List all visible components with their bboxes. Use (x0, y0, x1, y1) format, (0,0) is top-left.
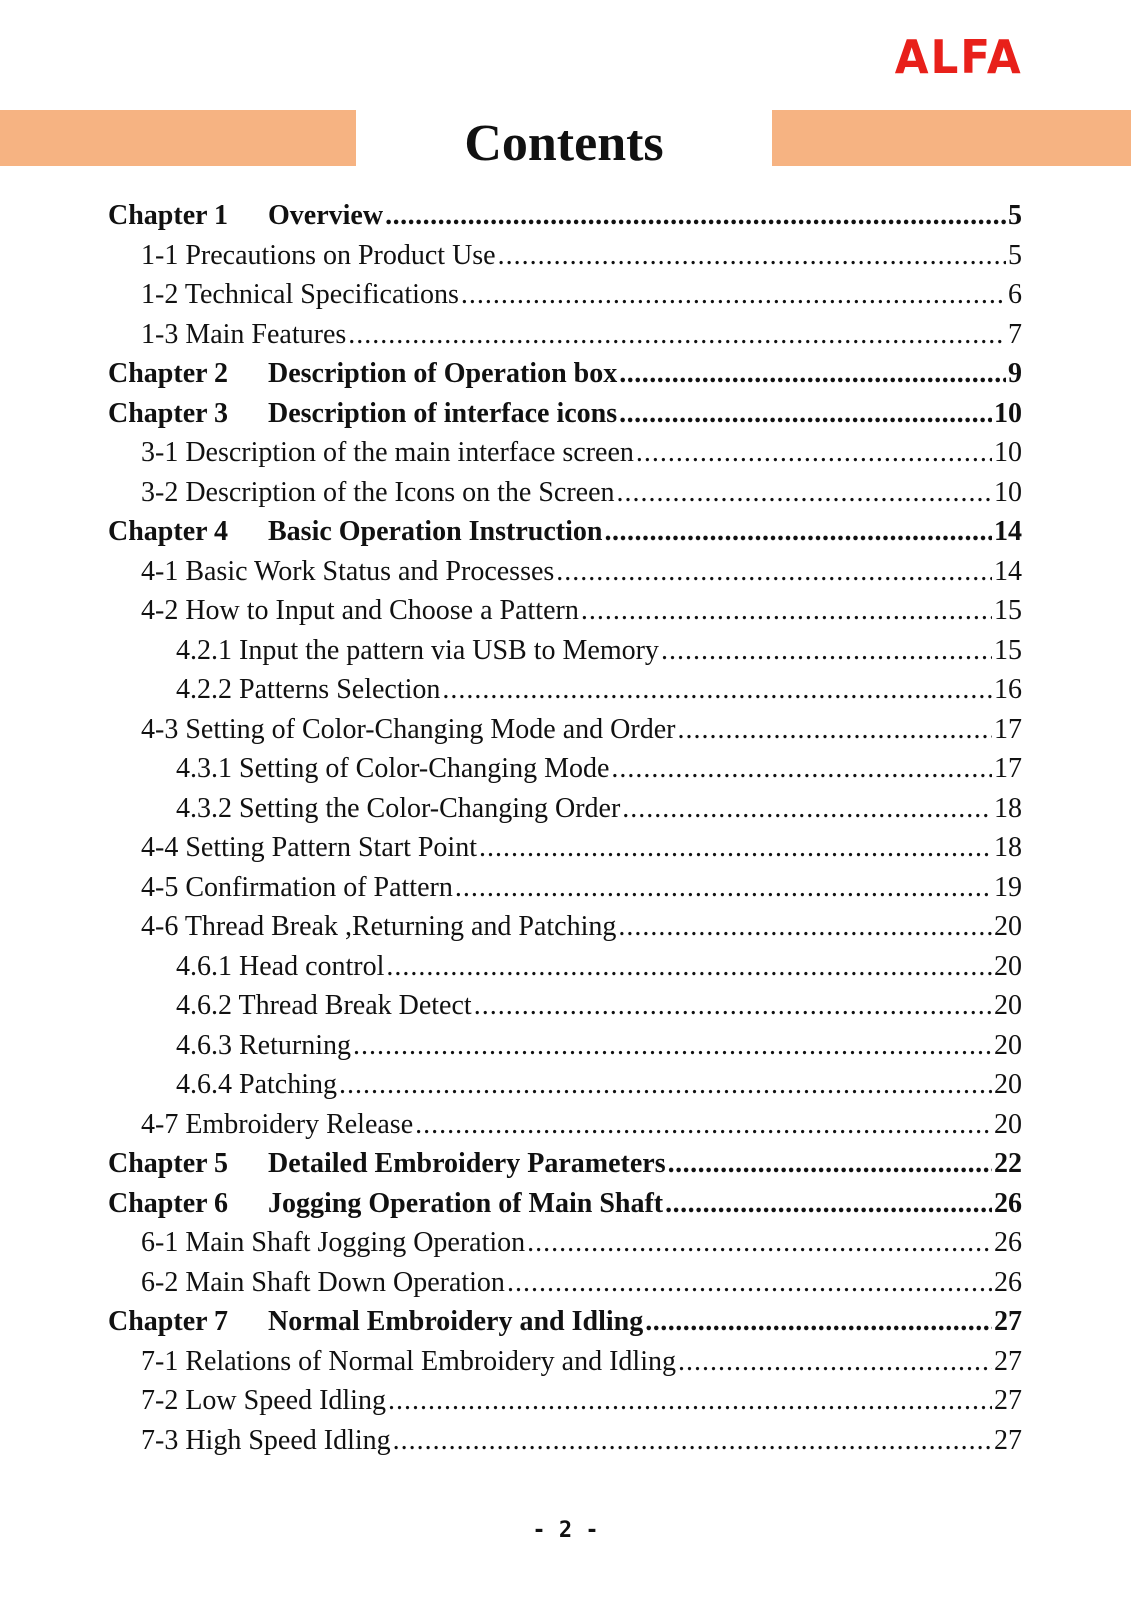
toc-entry-title: 6-2 Main Shaft Down Operation (141, 1266, 505, 1298)
toc-dot-leader (348, 315, 1006, 355)
toc-section-entry[interactable] (108, 1421, 1022, 1461)
toc-chapter-entry[interactable] (108, 196, 1022, 236)
toc-entry-title: 4-6 Thread Break ,Returning and Patching (141, 911, 617, 942)
toc-dot-leader (619, 354, 1006, 394)
toc-page-number: 26 (994, 1187, 1022, 1219)
toc-entry-title: 4.2.1 Input the pattern via USB to Memory (176, 634, 659, 666)
toc-dot-leader (556, 552, 992, 592)
toc-section-entry[interactable] (108, 789, 1022, 829)
toc-chapter-number: Chapter 1 (108, 200, 229, 231)
toc-dot-leader (388, 1381, 992, 1421)
toc-page-number: 19 (994, 871, 1022, 903)
toc-section-entry[interactable] (108, 1105, 1022, 1145)
toc-page-number: 6 (1008, 279, 1022, 310)
toc-page-number: 7 (1008, 318, 1022, 350)
toc-section-entry[interactable] (108, 710, 1022, 750)
toc-page-number: 10 (994, 397, 1022, 429)
toc-section-entry[interactable] (108, 433, 1022, 473)
toc-dot-leader (442, 670, 992, 710)
toc-page-number: 20 (994, 950, 1022, 982)
toc-chapter-number: Chapter 2 (108, 358, 229, 389)
toc-dot-leader (604, 512, 992, 552)
toc-entry-title: 4-7 Embroidery Release (141, 1108, 414, 1140)
toc-section-entry[interactable] (108, 670, 1022, 710)
toc-page-number: 18 (994, 792, 1022, 824)
toc-chapter-entry[interactable] (108, 1302, 1022, 1342)
toc-page-number: 27 (994, 1306, 1022, 1337)
toc-section-entry[interactable] (108, 236, 1022, 276)
toc-chapter-number: Chapter 4 (108, 516, 229, 547)
toc-entry-title: 4-3 Setting of Color-Changing Mode and Order (141, 713, 676, 745)
toc-entry-title: 4.6.3 Returning (176, 1029, 351, 1061)
toc-entry-title: 4.6.1 Head control (176, 950, 385, 982)
toc-entry-title: 4.6.4 Patching (176, 1069, 337, 1100)
page-number: - 2 - (532, 1518, 599, 1543)
toc-dot-leader (645, 1302, 992, 1342)
toc-page-number: 10 (994, 476, 1022, 508)
toc-page-number: 14 (994, 516, 1022, 547)
toc-dot-leader (474, 986, 992, 1026)
toc-page-number: 17 (994, 713, 1022, 745)
toc-page-number: 18 (994, 832, 1022, 863)
toc-section-entry[interactable] (108, 947, 1022, 987)
toc-entry-title: 1-3 Main Features (141, 318, 347, 350)
toc-entry-title: 1-1 Precautions on Product Use (141, 239, 496, 271)
toc-page-number: 20 (994, 1108, 1022, 1140)
toc-section-entry[interactable] (108, 986, 1022, 1026)
toc-dot-leader (339, 1065, 992, 1105)
toc-entry-title: 3-1 Description of the main interface screen (141, 437, 634, 468)
toc-dot-leader (461, 275, 1006, 315)
toc-dot-leader (581, 591, 992, 631)
toc-entry-title: 4-4 Setting Pattern Start Point (141, 832, 477, 863)
toc-page-number: 10 (994, 437, 1022, 468)
toc-entry-title: 7-1 Relations of Normal Embroidery and Idling (141, 1345, 676, 1377)
toc-dot-leader (415, 1105, 992, 1145)
toc-chapter-entry[interactable] (108, 1184, 1022, 1224)
toc-chapter-number: Chapter 3 (108, 397, 229, 429)
toc-entry-title: 7-3 High Speed Idling (141, 1424, 391, 1456)
toc-entry-title: 4-2 How to Input and Choose a Pattern (141, 595, 579, 626)
toc-dot-leader (479, 828, 992, 868)
toc-section-entry[interactable] (108, 473, 1022, 513)
toc-page-number: 15 (994, 595, 1022, 626)
toc-entry-title: Jogging Operation of Main Shaft (268, 1187, 664, 1219)
toc-chapter-number: Chapter 6 (108, 1187, 229, 1219)
toc-dot-leader (661, 631, 992, 671)
toc-section-entry[interactable] (108, 1263, 1022, 1303)
toc-section-entry[interactable] (108, 1223, 1022, 1263)
toc-page-number: 9 (1008, 358, 1022, 389)
toc-dot-leader (618, 907, 992, 947)
toc-page-number: 20 (994, 1069, 1022, 1100)
toc-dot-leader (455, 868, 992, 908)
toc-dot-leader (507, 1263, 992, 1303)
toc-dot-leader (678, 1342, 992, 1382)
toc-page-number: 26 (994, 1266, 1022, 1298)
toc-entry-title: 4.6.2 Thread Break Detect (176, 990, 472, 1021)
toc-entry-title: Detailed Embroidery Parameters (268, 1148, 666, 1179)
toc-section-entry[interactable] (108, 907, 1022, 947)
toc-dot-leader (611, 749, 992, 789)
toc-section-entry[interactable] (108, 631, 1022, 671)
toc-dot-leader (636, 433, 992, 473)
toc-entry-title: 6-1 Main Shaft Jogging Operation (141, 1227, 526, 1258)
header-band-left (0, 110, 356, 166)
table-of-contents (108, 196, 1022, 1460)
toc-page-number: 27 (994, 1424, 1022, 1456)
toc-entry-title: Basic Operation Instruction (268, 516, 603, 547)
toc-dot-leader (617, 473, 992, 513)
toc-dot-leader (677, 710, 992, 750)
toc-section-entry[interactable] (108, 591, 1022, 631)
toc-entry-title: 4.2.2 Patterns Selection (176, 674, 441, 705)
toc-section-entry[interactable] (108, 275, 1022, 315)
toc-page-number: 22 (994, 1148, 1022, 1179)
toc-entry-title: 7-2 Low Speed Idling (141, 1385, 386, 1416)
toc-section-entry[interactable] (108, 1342, 1022, 1382)
toc-entry-title: Description of interface icons (268, 397, 618, 429)
toc-page-number: 16 (994, 674, 1022, 705)
toc-entry-title: Normal Embroidery and Idling (268, 1306, 644, 1337)
toc-page-number: 5 (1008, 200, 1022, 231)
toc-dot-leader (393, 1421, 992, 1461)
toc-dot-leader (498, 236, 1006, 276)
toc-dot-leader (386, 947, 992, 987)
toc-entry-title: 4.3.1 Setting of Color-Changing Mode (176, 753, 610, 784)
toc-section-entry[interactable] (108, 1026, 1022, 1066)
toc-page-number: 17 (994, 753, 1022, 784)
toc-chapter-entry[interactable] (108, 1144, 1022, 1184)
toc-dot-leader (619, 394, 992, 434)
toc-page-number: 27 (994, 1345, 1022, 1377)
toc-dot-leader (665, 1184, 992, 1224)
toc-chapter-entry[interactable] (108, 394, 1022, 434)
page-title: Contents (464, 115, 664, 172)
toc-dot-leader (385, 196, 1006, 236)
toc-section-entry[interactable] (108, 749, 1022, 789)
toc-chapter-number: Chapter 7 (108, 1306, 229, 1337)
toc-dot-leader (622, 789, 992, 829)
header-band-right (772, 110, 1131, 166)
alfa-logo: ALFA (895, 30, 1023, 84)
toc-chapter-number: Chapter 5 (108, 1148, 229, 1179)
toc-entry-title: Description of Operation box (268, 358, 618, 389)
toc-section-entry[interactable] (108, 868, 1022, 908)
toc-dot-leader (668, 1144, 992, 1184)
toc-page-number: 15 (994, 634, 1022, 666)
toc-chapter-entry[interactable] (108, 512, 1022, 552)
toc-entry-title: 3-2 Description of the Icons on the Screen (141, 476, 615, 508)
toc-page-number: 20 (994, 990, 1022, 1021)
toc-entry-title: 1-2 Technical Specifications (141, 279, 459, 310)
toc-page-number: 20 (994, 911, 1022, 942)
toc-section-entry[interactable] (108, 315, 1022, 355)
toc-entry-title: 4-5 Confirmation of Pattern (141, 871, 453, 903)
toc-page-number: 14 (994, 555, 1022, 587)
toc-section-entry[interactable] (108, 552, 1022, 592)
toc-page-number: 27 (994, 1385, 1022, 1416)
toc-section-entry[interactable] (108, 1381, 1022, 1421)
toc-entry-title: Overview (268, 200, 384, 231)
toc-section-entry[interactable] (108, 1065, 1022, 1105)
toc-entry-title: 4-1 Basic Work Status and Processes (141, 555, 555, 587)
toc-dot-leader (527, 1223, 992, 1263)
toc-page-number: 20 (994, 1029, 1022, 1061)
toc-dot-leader (353, 1026, 992, 1066)
toc-page-number: 26 (994, 1227, 1022, 1258)
toc-page-number: 5 (1008, 239, 1022, 271)
toc-chapter-entry[interactable] (108, 354, 1022, 394)
toc-section-entry[interactable] (108, 828, 1022, 868)
toc-entry-title: 4.3.2 Setting the Color-Changing Order (176, 792, 621, 824)
